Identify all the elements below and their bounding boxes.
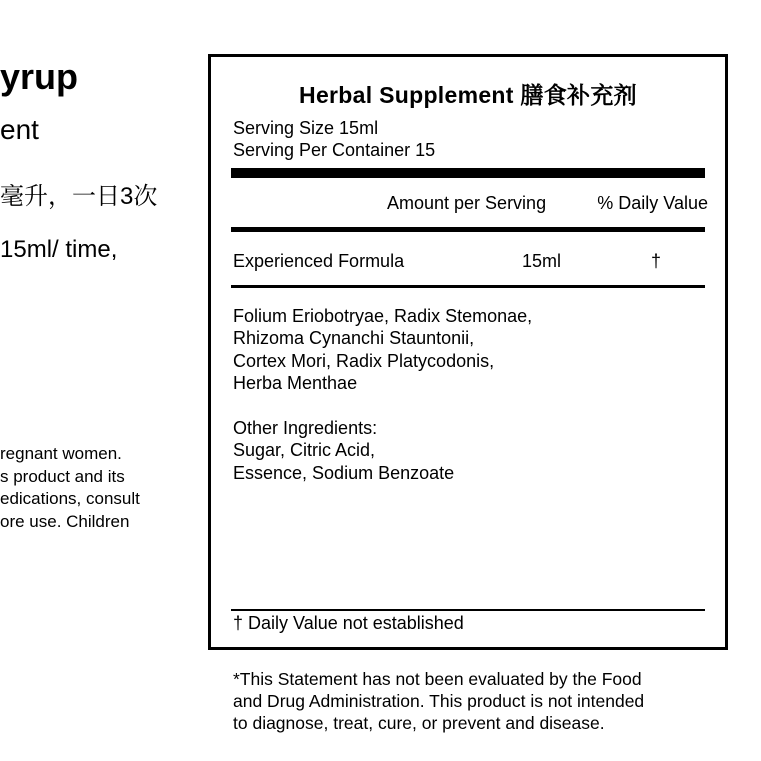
warning-line: edications, consult <box>0 489 140 508</box>
ingredient-line: Rhizoma Cynanchi Stauntonii, <box>233 328 475 349</box>
ingredient-line: Folium Eriobotryae, Radix Stemonae, <box>233 306 533 326</box>
other-ingredient-line: Sugar, Citric Acid, <box>233 440 376 461</box>
warning-line: regnant women. <box>0 444 122 463</box>
footer-divider <box>231 609 705 611</box>
product-subtitle-fragment: ent <box>0 114 39 145</box>
product-title-fragment: yrup <box>0 56 79 97</box>
ingredients-list <box>233 305 532 394</box>
serving-size: Serving Size 15ml <box>233 118 379 138</box>
fda-statement <box>233 668 644 734</box>
dosage-english-fragment: 15ml/ time, <box>0 236 118 263</box>
serving-info <box>233 117 435 161</box>
formula-daily-value: † <box>651 251 662 271</box>
supplement-facts-panel <box>208 54 728 650</box>
amount-per-serving-header: Amount per Serving <box>387 193 547 213</box>
other-ingredients-title: Other Ingredients: <box>233 418 378 438</box>
warning-line: ore use. Children <box>0 511 130 531</box>
daily-value-header: % Daily Value <box>597 193 708 213</box>
medium-divider <box>231 227 705 232</box>
servings-per-container: Serving Per Container 15 <box>233 140 436 160</box>
warning-text-fragment <box>0 443 140 533</box>
dosage-chinese-fragment: 毫升，一日3次 <box>0 183 158 210</box>
ingredient-line: Herba Menthae <box>233 372 358 393</box>
divider <box>231 285 705 288</box>
warning-line: s product and its <box>0 466 125 486</box>
daily-value-footnote: † Daily Value not established <box>233 613 464 633</box>
formula-name: Experienced Formula <box>233 251 405 271</box>
statement-line: and Drug Administration. This product is not intended <box>233 691 645 711</box>
thick-divider <box>231 168 705 178</box>
formula-amount: 15ml <box>522 251 562 271</box>
statement-line: *This Statement has not been evaluated by the Food <box>233 669 642 689</box>
other-ingredients <box>233 417 454 484</box>
other-ingredient-line: Essence, Sodium Benzoate <box>233 462 455 483</box>
statement-line: to diagnose, treat, cure, or prevent and disease. <box>233 713 605 733</box>
ingredient-line: Cortex Mori, Radix Platycodonis, <box>233 350 495 371</box>
panel-title: Herbal Supplement 膳食补充剂 <box>299 82 637 108</box>
